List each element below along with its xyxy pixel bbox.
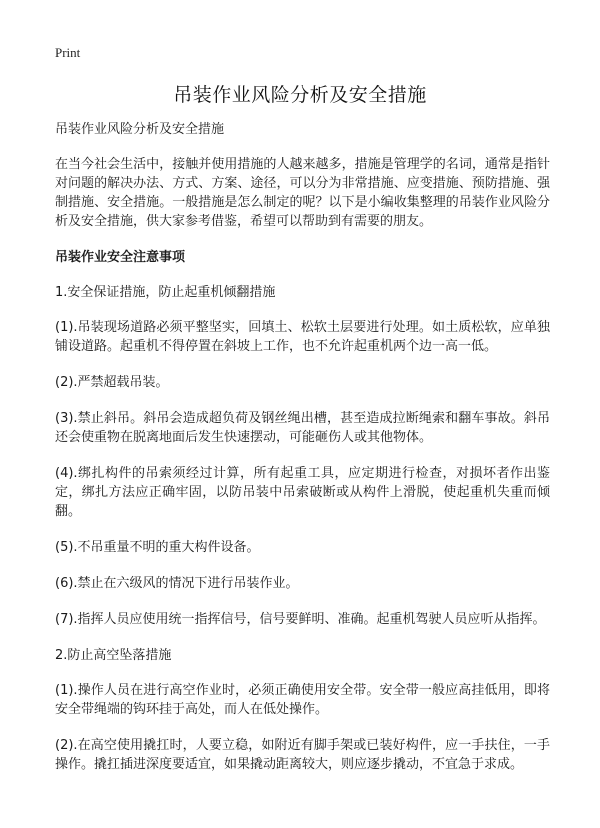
list-item: (2).在高空使用撬扛时，人要立稳，如附近有脚手架或已装好构件，应一手扶住，一手操作。撬扛插进深度要适宜，如果撬动距离较大，则应逐步撬动，不宜急于求成。 xyxy=(55,738,550,772)
section-heading: 吊装作业安全注意事项 xyxy=(55,250,186,265)
section-2-title: 2.防止高空坠落措施 xyxy=(55,648,172,663)
article-subtitle: 吊装作业风险分析及安全措施 xyxy=(55,122,225,137)
list-item: (5).不吊重量不明的重大构件设备。 xyxy=(55,540,260,555)
print-link[interactable]: Print xyxy=(55,45,81,60)
intro-paragraph: 在当今社会生活中，接触并使用措施的人越来越多，措施是管理学的名词，通常是指针对问题的解决办法、方式、方案、途径，可以分为非常措施、应变措施、预防措施、强制措施、安全措施。一般措施是怎么制定的呢？以下是小编收集整理的吊装作业风险分析及安全措施，供大家参考借鉴，希望可以帮助到有需要的朋友。 xyxy=(55,157,550,229)
list-item: (1).吊装现场道路必须平整坚实，回填土、松软土层要进行处理。如土质松软，应单独铺设道路。起重机不得停置在斜坡上工作，也不允许起重机两个边一高一低。 xyxy=(55,320,550,354)
list-item: (6).禁止在六级风的情况下进行吊装作业。 xyxy=(55,576,299,591)
list-item: (3).禁止斜吊。斜吊会造成超负荷及钢丝绳出槽，甚至造成拉断绳索和翻车事故。斜吊还会使重物在脱离地面后发生快速摆动，可能砸伤人或其他物体。 xyxy=(55,411,550,445)
page-title: 吊装作业风险分析及安全措施 xyxy=(173,84,427,106)
list-item: (7).指挥人员应使用统一指挥信号，信号要鲜明、准确。起重机驾驶人员应听从指挥。 xyxy=(55,612,546,627)
section-1-title: 1.安全保证措施，防止起重机倾翻措施 xyxy=(55,285,276,300)
list-item: (1).操作人员在进行高空作业时，必须正确使用安全带。安全带一般应高挂低用，即将安全带绳端的钩环挂于高处，而人在低处操作。 xyxy=(55,683,550,717)
list-item: (4).绑扎构件的吊索须经过计算，所有起重工具，应定期进行检查，对损坏者作出鉴定，绑扎方法应正确牢固，以防吊装中吊索破断或从构件上滑脱，使起重机失重而倾翻。 xyxy=(55,466,550,519)
article-body xyxy=(55,120,550,791)
list-item: (2).严禁超载吊装。 xyxy=(55,375,169,390)
